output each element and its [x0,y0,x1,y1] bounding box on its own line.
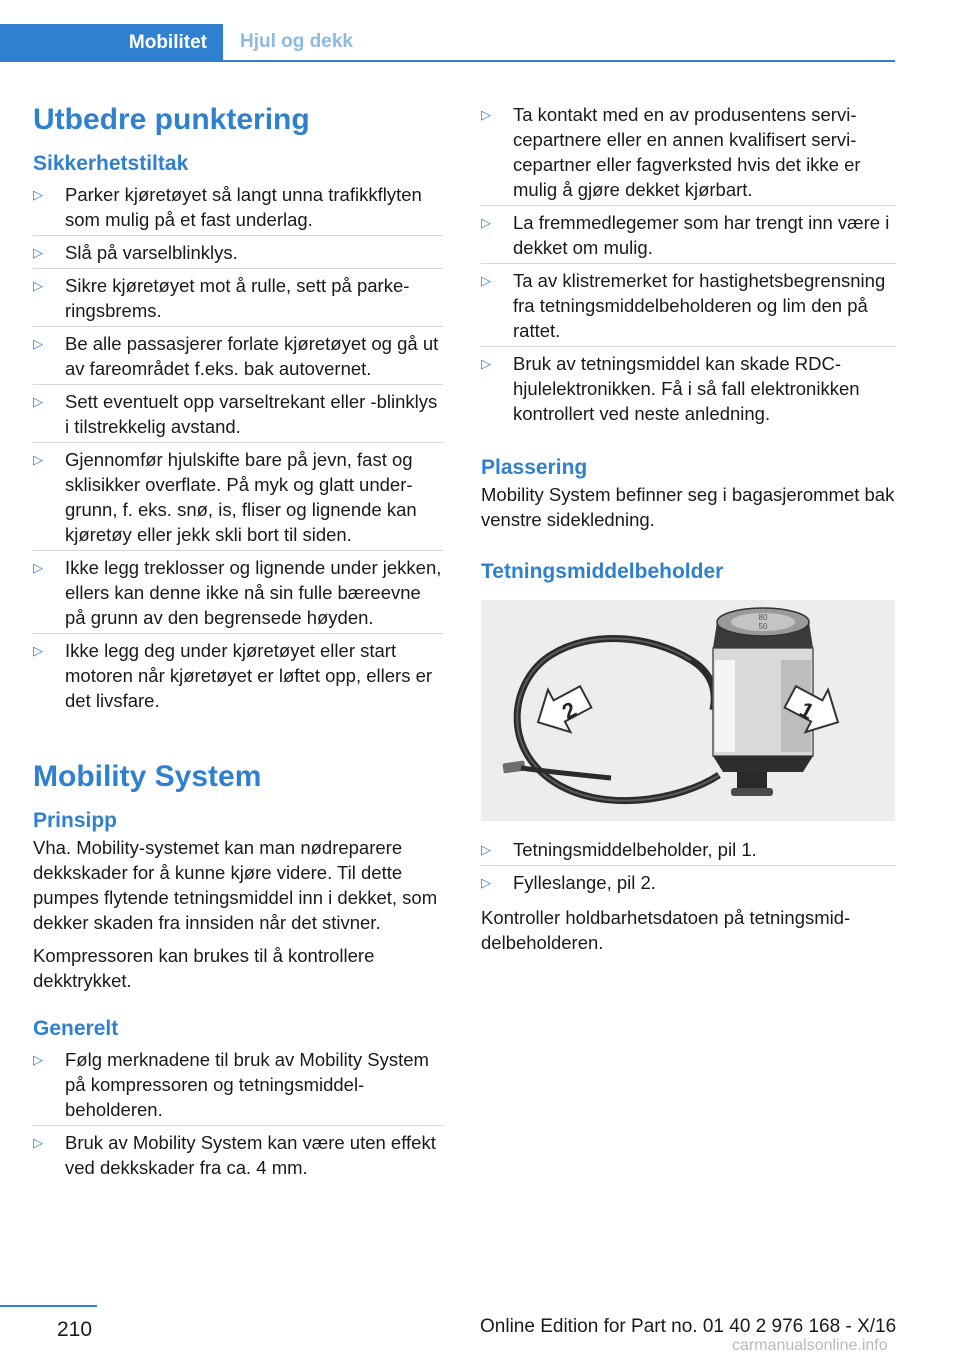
triangle-right-icon: ▷ [481,875,491,890]
principle-text: Vha. Mobility-systemet kan man nødreparere dekkskader for å kunne kjøre videre. Til dette pumpes flytende tetningsmiddel inn i dekket, som dekker skaden fra innsiden når det stivner. [33,837,438,933]
list-item [481,206,896,264]
footer-rule [0,1305,97,1307]
compressor-text: Kompressoren kan brukes til å kontrollere dekktrykket. [33,945,375,991]
watermark: carmanualsonline.info [732,1337,888,1354]
triangle-right-icon: ▷ [33,187,43,202]
placement-heading: Plassering [481,456,588,479]
principle-heading: Prinsipp [33,809,118,832]
sealant-container-figure [481,600,895,821]
list-item [481,833,896,866]
safety-list [33,178,443,717]
arrow-2-callout [527,676,597,744]
precaution-list [481,98,896,430]
list-item-text: Ikke legg deg under kjøretøyet eller start motoren når kjøretøyet er løftet opp, ellers er det livsfare. [65,640,433,711]
list-item [33,269,443,327]
list-item-text: Parker kjøretøyet så langt unna trafikkflyten som mulig på et fast underlag. [65,184,422,230]
right-column [481,98,896,955]
list-item-text: Ta kontakt med en av produsentens servicepartnere eller en annen kvalifisert servicepartner eller fagverksted hvis det ikke er mulig å gjøre dekket kjørbart. [513,104,861,200]
list-item-text: Fylleslange, pil 2. [513,872,656,893]
list-item [481,98,896,206]
edition-text: Online Edition for Part no. 01 40 2 976 168 - X/16 [480,1316,897,1337]
mobility-title: Mobility System [33,760,262,793]
container-heading: Tetningsmiddelbeholder [481,560,724,583]
left-column [33,100,443,1184]
list-item-text: Ta av klistremerket for hastighetsbegrensning fra tetningsmiddelbeholderen og lim den på rattet. [513,270,886,341]
triangle-right-icon: ▷ [481,842,491,857]
valve-ring [731,788,773,796]
list-item-text: Be alle passasjerer forlate kjøretøyet og gå ut av fareområdet f.eks. bak autovernet. [65,333,439,379]
list-item-text: Gjennomfør hjulskifte bare på jevn, fast og sklisikker overflate. På myk og glatt undergrunn, f. eks. snø, is, fliser og lignende kan kjøretøy eller jekk skli bort til siden. [65,449,417,545]
page-number: 210 [57,1318,93,1341]
check-text: Kontroller holdbarhetsdatoen på tetningsmiddelbeholderen. [481,907,851,953]
header [0,24,895,62]
triangle-right-icon: ▷ [481,107,491,122]
arrow-2-label: 2 [557,696,581,725]
container-shine [715,660,735,752]
list-item [33,178,443,236]
hose-end [521,768,611,778]
list-item [33,634,443,717]
safety-heading: Sikkerhetstiltak [33,152,189,175]
list-item-text: Bruk av tetningsmiddel kan skade RDC-hjulelektronikken. Få i så fall elektronikken kontrollert ved neste anledning. [513,353,860,424]
list-item [33,236,443,269]
list-item [481,264,896,347]
list-item [33,385,443,443]
triangle-right-icon: ▷ [33,452,43,467]
figure-legend-list [481,833,896,899]
list-item [33,551,443,634]
list-item-text: Sikre kjøretøyet mot å rulle, sett på parkeringsbrems. [65,275,410,321]
tab-mobilitet[interactable]: Mobilitet [0,24,223,62]
tab-hjul-og-dekk[interactable]: Hjul og dekk [240,31,353,52]
list-item-text: Følg merknadene til bruk av Mobility System på kompressoren og tetningsmiddelbeholderen. [65,1049,429,1120]
list-item [33,1043,443,1126]
triangle-right-icon: ▷ [33,643,43,658]
placement-text: Mobility System befinner seg i bagasjerommet bak venstre sidekledning. [481,484,895,530]
list-item [481,866,896,899]
list-item-text: Bruk av Mobility System kan være uten effekt ved dekkskader fra ca. 4 mm. [65,1132,436,1178]
triangle-right-icon: ▷ [33,336,43,351]
arrow-1-label: 1 [795,696,819,725]
cap-text-1: 80 [758,613,768,622]
list-item-text: Sett eventuelt opp varseltrekant eller -blinklys i tilstrekkelig avstand. [65,391,438,437]
triangle-right-icon: ▷ [33,1135,43,1150]
sealant-container-illustration [481,600,895,821]
list-item-text: Tetningsmiddelbeholder, pil 1. [513,839,757,860]
triangle-right-icon: ▷ [33,1052,43,1067]
triangle-right-icon: ▷ [33,394,43,409]
cap-text-2: 50 [758,622,768,631]
list-item [33,327,443,385]
triangle-right-icon: ▷ [33,245,43,260]
general-list [33,1043,443,1184]
list-item [33,443,443,551]
triangle-right-icon: ▷ [481,273,491,288]
list-item-text: Slå på varselblinklys. [65,242,238,263]
triangle-right-icon: ▷ [33,278,43,293]
triangle-right-icon: ▷ [481,215,491,230]
list-item-text: Ikke legg treklosser og lignende under jekken, ellers kan denne ikke nå sin fulle bæreevne på grunn av den begrensede høyden. [65,557,442,628]
container-base [713,756,813,772]
list-item [481,347,896,430]
list-item-text: La fremmedlegemer som har trengt inn være i dekket om mulig. [513,212,890,258]
triangle-right-icon: ▷ [481,356,491,371]
triangle-right-icon: ▷ [33,560,43,575]
section-title: Utbedre punktering [33,103,310,136]
list-item [33,1126,443,1184]
general-heading: Generelt [33,1017,119,1040]
